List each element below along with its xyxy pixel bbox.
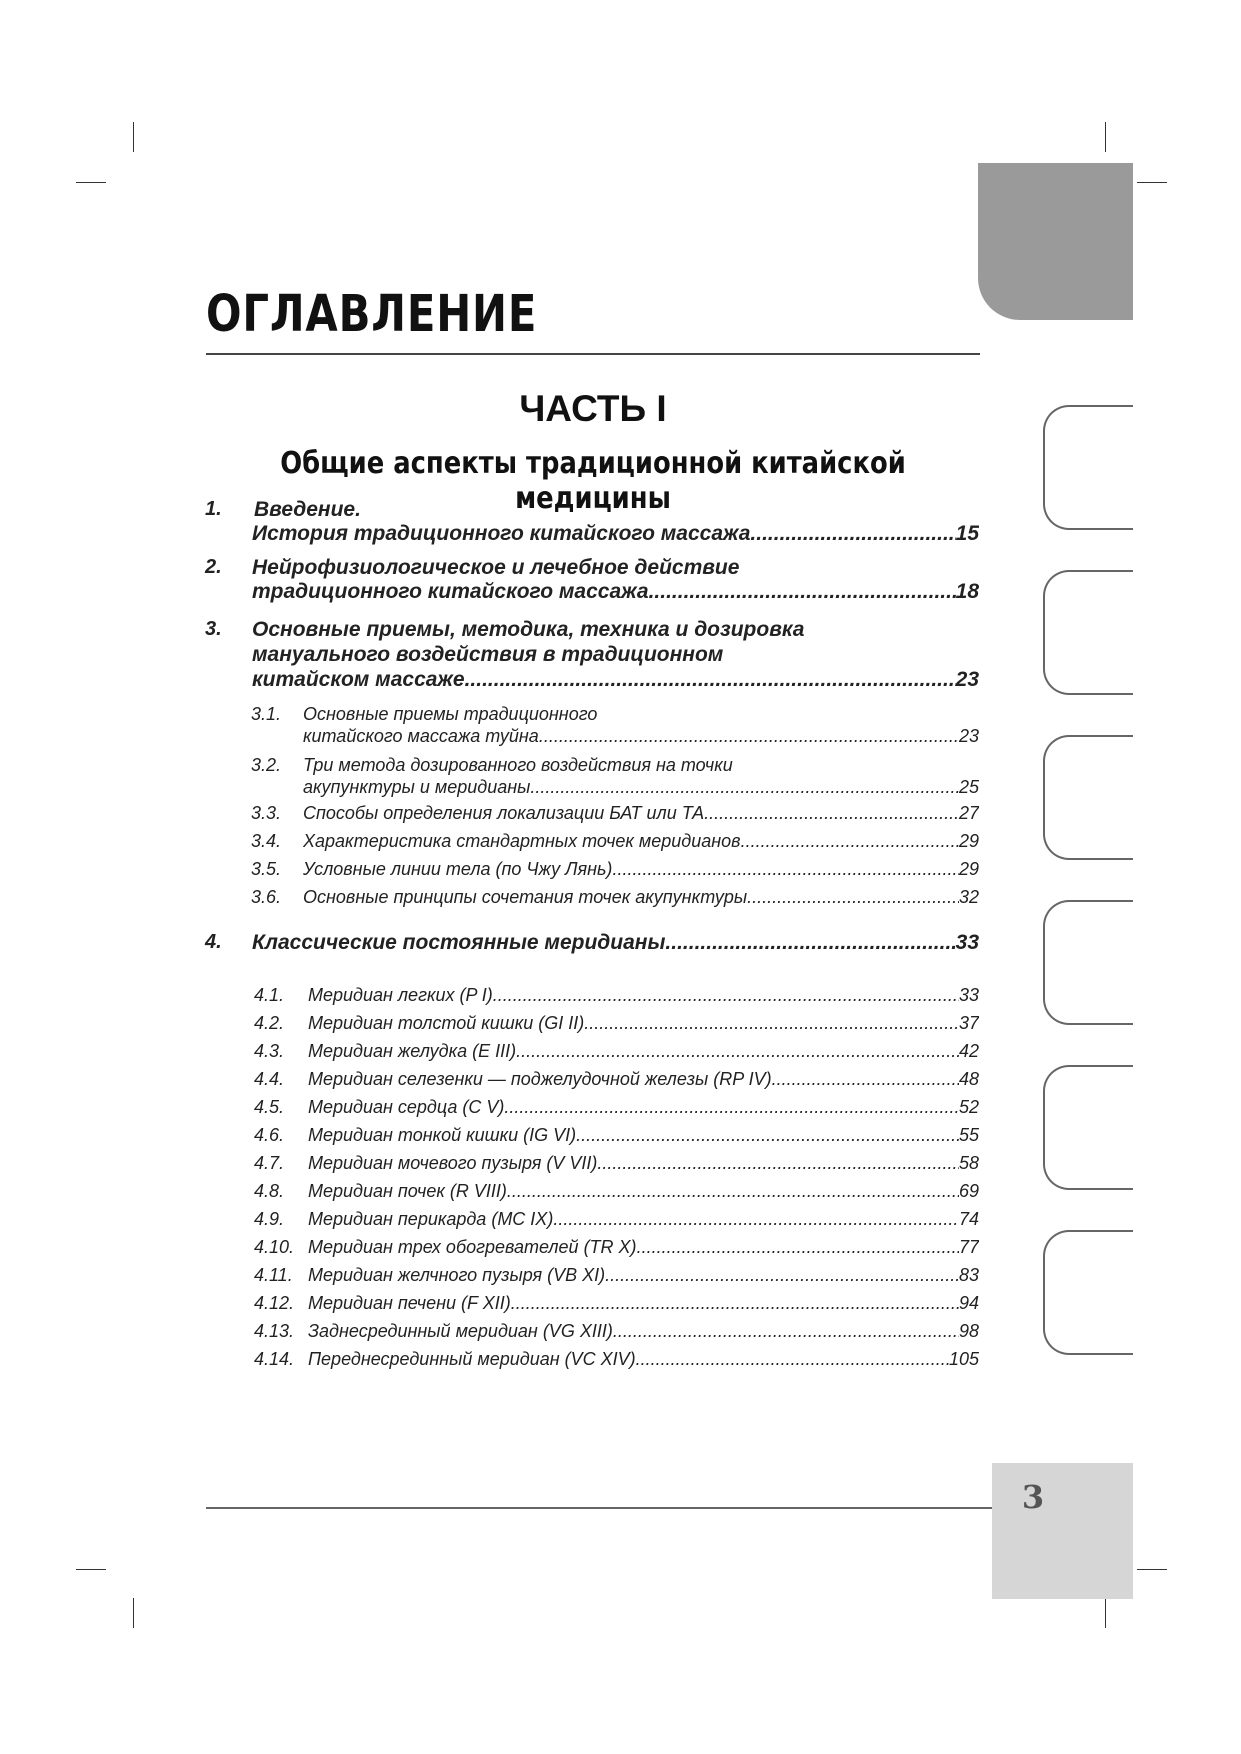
toc-subentry-title: Переднесрединный меридиан (VC XIV) bbox=[308, 1349, 636, 1369]
toc-subentry-4-14[interactable] bbox=[308, 1349, 979, 1370]
toc-subentry-title: Меридиан мочевого пузыря (V VII) bbox=[308, 1153, 598, 1173]
toc-subentry-4-5[interactable] bbox=[308, 1097, 979, 1118]
toc-entry-title: китайском массаже bbox=[252, 668, 465, 691]
toc-entry-title: мануального воздействия в традиционном bbox=[252, 643, 724, 666]
toc-entry-2[interactable] bbox=[252, 580, 979, 604]
toc-subentry-number: 3.6. bbox=[251, 887, 282, 907]
toc-subentry-page: 58 bbox=[958, 1153, 979, 1173]
toc-subentry-number: 4.13. bbox=[254, 1321, 295, 1341]
toc-subentry-number: 3.5. bbox=[251, 859, 282, 879]
toc-subentry-number: 4.7. bbox=[254, 1153, 285, 1173]
toc-subentry-3-6[interactable] bbox=[303, 887, 979, 908]
toc-entry-number: 3. bbox=[205, 618, 222, 640]
toc-entry-page: 15 bbox=[955, 522, 979, 545]
toc-subentry-number: 4.12. bbox=[254, 1293, 295, 1313]
toc-entry-title: традиционного китайского массажа bbox=[252, 580, 649, 603]
section-tab bbox=[1043, 735, 1133, 860]
toc-subentry-title: Меридиан почек (R VIII) bbox=[308, 1181, 507, 1201]
toc-subentry-4-6[interactable] bbox=[308, 1125, 979, 1146]
toc-subentry-4-3[interactable] bbox=[308, 1041, 979, 1062]
section-tab bbox=[1043, 405, 1133, 530]
toc-subentry-page: 69 bbox=[958, 1181, 979, 1201]
toc-entry-number: 2. bbox=[205, 556, 222, 578]
page-title: ОГЛАВЛЕНИЕ bbox=[206, 285, 538, 344]
toc-subentry-title: Заднесрединный меридиан (VG XIII) bbox=[308, 1321, 613, 1341]
toc-subentry-4-10[interactable] bbox=[308, 1237, 979, 1258]
crop-mark bbox=[1105, 1598, 1106, 1628]
toc-subentry-title: Меридиан печени (F XII) bbox=[308, 1293, 511, 1313]
toc-subentry-3-3[interactable] bbox=[303, 803, 979, 824]
crop-mark bbox=[1105, 122, 1106, 152]
toc-subentry-title: Меридиан сердца (C V) bbox=[308, 1097, 505, 1117]
toc-subentry-page: 74 bbox=[958, 1209, 979, 1229]
footer-divider bbox=[206, 1507, 992, 1509]
toc-subentry-3-2[interactable] bbox=[303, 777, 979, 798]
toc-subentry-number: 4.10. bbox=[254, 1237, 295, 1257]
toc-subentry-page: 25 bbox=[958, 777, 979, 797]
section-tab bbox=[1043, 570, 1133, 695]
toc-subentry-3-5[interactable] bbox=[303, 859, 979, 880]
toc-subentry-number: 4.14. bbox=[254, 1349, 295, 1369]
crop-mark bbox=[76, 1569, 106, 1570]
page-number: 3 bbox=[1021, 1478, 1045, 1516]
toc-subentry-3-1[interactable] bbox=[303, 726, 979, 747]
toc-subentry-4-8[interactable] bbox=[308, 1181, 979, 1202]
toc-subentry-number: 4.8. bbox=[254, 1181, 285, 1201]
toc-entry-title: История традиционного китайского массажа bbox=[252, 522, 751, 545]
crop-mark bbox=[133, 122, 134, 152]
toc-subentry-number: 4.2. bbox=[254, 1013, 285, 1033]
toc-entry-4[interactable] bbox=[252, 931, 979, 955]
toc-entry-title: Классические постоянные меридианы bbox=[252, 931, 666, 954]
toc-subentry-page: 48 bbox=[958, 1069, 979, 1089]
toc-subentry-title: Меридиан трех обогревателей (TR X) bbox=[308, 1237, 637, 1257]
toc-subentry-page: 29 bbox=[958, 831, 979, 851]
toc-subentry-title: Меридиан тонкой кишки (IG VI) bbox=[308, 1125, 577, 1145]
toc-subentry-page: 42 bbox=[958, 1041, 979, 1061]
toc-subentry-page: 55 bbox=[958, 1125, 979, 1145]
toc-subentry-page: 83 bbox=[958, 1265, 979, 1285]
toc-entry-page: 23 bbox=[955, 668, 979, 691]
toc-subentry-page: 94 bbox=[958, 1293, 979, 1313]
toc-subentry-title: Условные линии тела (по Чжу Лянь) bbox=[303, 859, 613, 879]
toc-subentry-number: 3.2. bbox=[251, 755, 282, 775]
toc-subentry-4-4[interactable] bbox=[308, 1069, 979, 1090]
toc-entry-page: 33 bbox=[955, 931, 979, 954]
toc-subentry-page: 23 bbox=[958, 726, 979, 746]
toc-entry-page: 18 bbox=[955, 580, 979, 603]
toc-subentry-number: 4.4. bbox=[254, 1069, 285, 1089]
toc-subentry-number: 4.1. bbox=[254, 985, 285, 1005]
toc-entry-1[interactable] bbox=[252, 522, 979, 546]
part-title: ЧАСТЬ I bbox=[519, 388, 667, 429]
crop-mark bbox=[1137, 1569, 1167, 1570]
toc-subentry-4-11[interactable] bbox=[308, 1265, 979, 1286]
toc-subentry-title: Характеристика стандартных точек меридианов bbox=[303, 831, 741, 851]
toc-entry-title: Введение. bbox=[254, 498, 361, 521]
toc-subentry-title: Меридиан легких (P I) bbox=[308, 985, 493, 1005]
toc-subentry-page: 37 bbox=[958, 1013, 979, 1033]
toc-entry-title: Нейрофизиологическое и лечебное действие bbox=[252, 556, 740, 579]
toc-subentry-number: 3.3. bbox=[251, 803, 282, 823]
toc-subentry-title: Меридиан желчного пузыря (VB XI) bbox=[308, 1265, 606, 1285]
toc-subentry-4-7[interactable] bbox=[308, 1153, 979, 1174]
crop-mark bbox=[76, 182, 106, 183]
toc-entry-3[interactable] bbox=[252, 668, 979, 692]
toc-subentry-4-1[interactable] bbox=[308, 985, 979, 1006]
toc-subentry-title: Основные приемы традиционного bbox=[303, 704, 598, 724]
toc-subentry-4-13[interactable] bbox=[308, 1321, 979, 1342]
toc-subentry-3-4[interactable] bbox=[303, 831, 979, 852]
toc-subentry-number: 3.4. bbox=[251, 831, 282, 851]
toc-subentry-page: 32 bbox=[958, 887, 979, 907]
toc-subentry-page: 52 bbox=[958, 1097, 979, 1117]
toc-subentry-number: 4.11. bbox=[254, 1265, 293, 1285]
toc-subentry-page: 105 bbox=[948, 1349, 979, 1369]
toc-subentry-title: Три метода дозированного воздействия на точки bbox=[303, 755, 733, 775]
toc-subentry-page: 27 bbox=[958, 803, 979, 823]
toc-subentry-number: 3.1. bbox=[251, 704, 282, 724]
title-divider bbox=[206, 353, 980, 355]
section-tab bbox=[1043, 1230, 1133, 1355]
toc-subentry-title: Меридиан селезенки — поджелудочной железы (RP IV) bbox=[308, 1069, 772, 1089]
toc-subentry-4-2[interactable] bbox=[308, 1013, 979, 1034]
toc-subentry-title: Меридиан желудка (E III) bbox=[308, 1041, 517, 1061]
toc-subentry-number: 4.5. bbox=[254, 1097, 285, 1117]
toc-entry-number: 4. bbox=[205, 931, 222, 953]
toc-subentry-4-9[interactable] bbox=[308, 1209, 979, 1230]
section-tab-active bbox=[978, 163, 1133, 320]
toc-subentry-page: 29 bbox=[958, 859, 979, 879]
toc-subentry-number: 4.9. bbox=[254, 1209, 285, 1229]
toc-entry-number: 1. bbox=[205, 498, 222, 520]
crop-mark bbox=[1137, 182, 1167, 183]
toc-entry-title: Основные приемы, методика, техника и дозировка bbox=[252, 618, 805, 641]
toc-subentry-page: 98 bbox=[958, 1321, 979, 1341]
toc-subentry-title: Основные принципы сочетания точек акупунктуры bbox=[303, 887, 748, 907]
toc-subentry-page: 33 bbox=[958, 985, 979, 1005]
toc-subentry-number: 4.6. bbox=[254, 1125, 285, 1145]
toc-subentry-title: Способы определения локализации БАТ или ТА bbox=[303, 803, 705, 823]
part-subtitle: Общие аспекты традиционной китайской медицины bbox=[280, 446, 906, 516]
toc-subentry-title: китайского массажа туйна bbox=[303, 726, 539, 746]
toc-subentry-title: акупунктуры и меридианы bbox=[303, 777, 531, 797]
section-tab bbox=[1043, 1065, 1133, 1190]
toc-subentry-title: Меридиан перикарда (MC IX) bbox=[308, 1209, 554, 1229]
section-tab bbox=[1043, 900, 1133, 1025]
toc-subentry-4-12[interactable] bbox=[308, 1293, 979, 1314]
toc-subentry-page: 77 bbox=[958, 1237, 979, 1257]
toc-subentry-number: 4.3. bbox=[254, 1041, 285, 1061]
crop-mark bbox=[133, 1598, 134, 1628]
toc-subentry-title: Меридиан толстой кишки (GI II) bbox=[308, 1013, 585, 1033]
